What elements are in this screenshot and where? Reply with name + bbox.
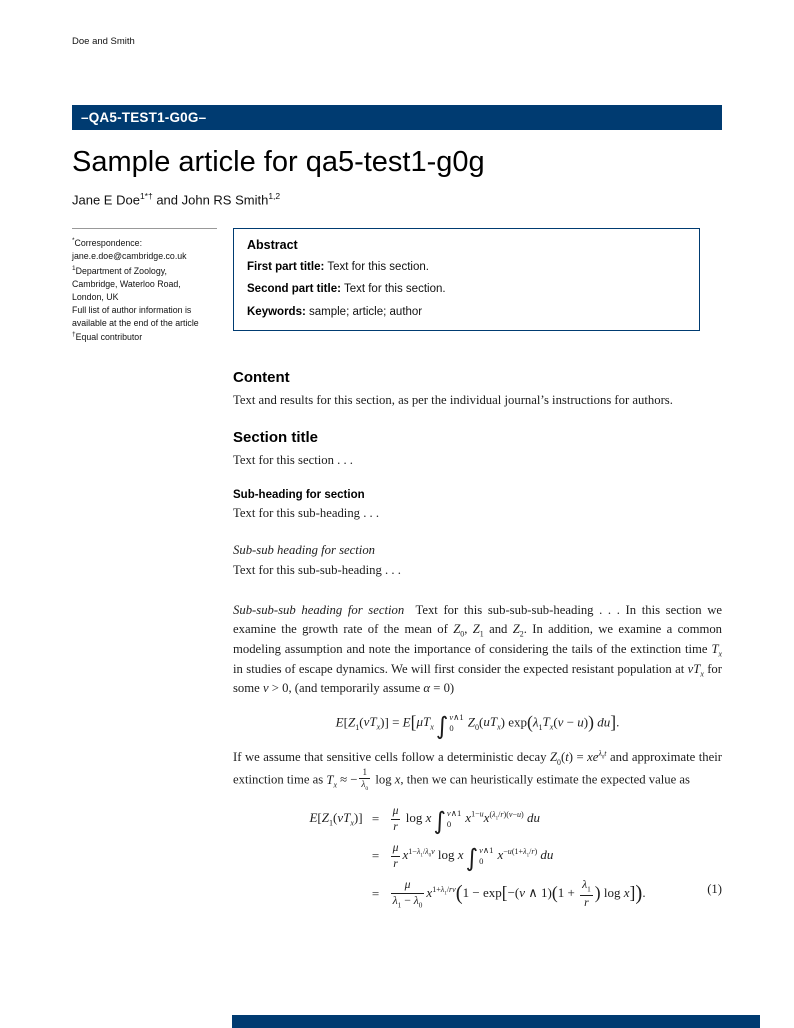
abstract-text-first-part: Text for this section. <box>327 261 429 274</box>
abstract-heading: Abstract <box>247 238 298 253</box>
section-paragraph: Text for this section . . . <box>233 453 353 468</box>
subsubsection-heading: Sub-sub heading for section <box>233 542 376 557</box>
estimate-paragraph: If we assume that sensitive cells follow a deterministic decay $Z_0(t) = xe^{\lambda_0t}$ and approximate their extinction time as $T_x$ ≈ − $\frac{1}{\lambda_0}$ log x, then we can heuristically estimate the expected value as <box>233 748 722 793</box>
author-info-sidebar <box>72 228 233 909</box>
authors-line: Jane E Doe$^{1*\dagger}$ and John RS Smith$^{1,2}$ <box>72 191 281 208</box>
abstract-label-keywords: Keywords: <box>247 305 306 318</box>
article-title: Sample article for qa5-test1-g0g <box>72 146 485 178</box>
display-equation: $E[Z_1(vT_x)] = E[\mu T_x\int$ v∧1 0 $Z_0(uT_x) \exp(\lambda_1T_x(v - u))$ du]. <box>335 711 620 740</box>
two-column-layout <box>72 228 722 909</box>
journal-banner <box>72 105 722 130</box>
equation-array <box>233 805 722 909</box>
equals-sign-2: = <box>371 848 380 864</box>
eq-row-1: $\frac{\mu}{r}$ log x∫ v∧1 0 $x^{1-u}x^{(\lambda_1/r)(v-u)}$ du <box>392 804 540 836</box>
abstract-item-second-part <box>247 281 686 297</box>
correspondence-note: *Correspondence: jane.e.doe@cambridge.co.uk $^1$Department of Zoology, Cambridge, Waterloo Road, London, UK Full list of author information is available at the end of the article †Equal contributor <box>72 237 199 343</box>
equals-sign-3: = <box>371 886 380 902</box>
subsection-paragraph: Text for this sub-heading . . . <box>233 506 380 521</box>
subsection-heading: Sub-heading for section <box>233 489 365 502</box>
footer-bar <box>232 1015 760 1028</box>
content-paragraph: Text and results for this section, as per the individual journal’s instructions for authors. <box>233 392 673 407</box>
eq-row-3: $\frac{\mu}{\lambda_1 - \lambda_0}$ $x^{1+\lambda_1/rv}(1 - \exp[-(v$ ∧ 1)(1 + $\frac{\lambda_1}{r}$ ) log x]). <box>392 878 646 910</box>
eq-row-2: $\frac{\mu}{r}$ $x^{1-\lambda_1/\lambda_0v}$ log x∫ v∧1 0 $x^{-u(1+\lambda_1/r)}$ du <box>392 841 554 873</box>
eq-lhs: $E[Z_1(vT_x)]$ <box>309 810 363 829</box>
abstract-label-second-part: Second part title: <box>247 283 341 296</box>
abstract-label-first-part: First part title: <box>247 261 325 274</box>
runin-text: Text for this sub-sub-sub-heading . . . In this section we examine the growth rate of the mean of $Z_0$, $Z_1$ and $Z_2$. In addition, we examine a common modeling assumption and note the importance of considering the tails of the extinction time $T_x$ in studies of escape dynamics. We will first consider the expected resistant population at $vT_x$ for some v > 0, (and temporarily assume α = 0) <box>233 603 723 696</box>
banner-label: –QA5-TEST1-G0G– <box>81 110 207 125</box>
abstract-text-second-part: Text for this section. <box>343 283 446 296</box>
running-header: Doe and Smith <box>72 36 135 47</box>
abstract-item-first-part <box>247 259 686 275</box>
abstract-item-keywords <box>247 304 686 320</box>
content-heading: Content <box>233 368 290 386</box>
sidebar-divider <box>72 228 217 229</box>
subsubsection-paragraph: Text for this sub-sub-heading . . . <box>233 562 401 577</box>
runin-paragraph <box>233 601 722 698</box>
content-column <box>233 228 722 909</box>
equation-number: (1) <box>707 881 722 896</box>
abstract-text-keywords: sample; article; author <box>309 305 423 318</box>
abstract-box <box>233 228 700 330</box>
article-body <box>233 369 722 910</box>
runin-heading: Sub-sub-sub heading for section <box>233 603 405 618</box>
equals-sign-1: = <box>371 811 380 827</box>
section-title-heading: Section title <box>233 429 319 447</box>
